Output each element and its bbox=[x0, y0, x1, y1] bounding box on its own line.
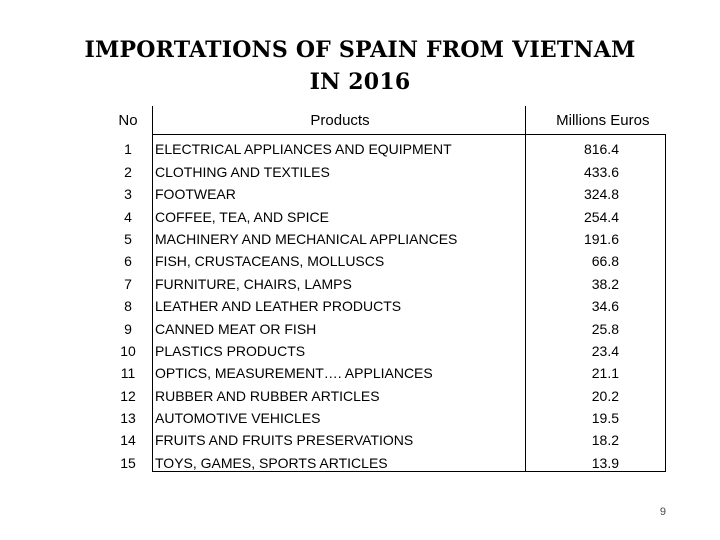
row-number: 8 bbox=[104, 292, 153, 314]
row-number: 1 bbox=[104, 135, 153, 158]
table-row bbox=[104, 292, 666, 314]
table-row bbox=[104, 157, 666, 179]
table-row bbox=[104, 314, 666, 336]
row-number: 15 bbox=[104, 448, 153, 471]
table-row bbox=[104, 381, 666, 403]
imports-table bbox=[104, 106, 666, 472]
value-millions-euros: 18.2 bbox=[526, 426, 666, 448]
product-name: CLOTHING AND TEXTILES bbox=[153, 157, 526, 179]
value-millions-euros: 433.6 bbox=[526, 157, 666, 179]
row-number: 6 bbox=[104, 247, 153, 269]
product-name: OPTICS, MEASUREMENT…. APPLIANCES bbox=[153, 359, 526, 381]
page-title bbox=[40, 34, 680, 98]
row-number: 13 bbox=[104, 404, 153, 426]
product-name: MACHINERY AND MECHANICAL APPLIANCES bbox=[153, 225, 526, 247]
product-name: FISH, CRUSTACEANS, MOLLUSCS bbox=[153, 247, 526, 269]
row-number: 12 bbox=[104, 381, 153, 403]
value-millions-euros: 23.4 bbox=[526, 337, 666, 359]
product-name: AUTOMOTIVE VEHICLES bbox=[153, 404, 526, 426]
value-millions-euros: 254.4 bbox=[526, 202, 666, 224]
table-row bbox=[104, 426, 666, 448]
table-row bbox=[104, 359, 666, 381]
row-number: 14 bbox=[104, 426, 153, 448]
product-name: COFFEE, TEA, AND SPICE bbox=[153, 202, 526, 224]
value-millions-euros: 25.8 bbox=[526, 314, 666, 336]
title-line-1: IMPORTATIONS OF SPAIN FROM VIETNAM bbox=[84, 37, 636, 63]
table-row bbox=[104, 448, 666, 471]
product-name: ELECTRICAL APPLIANCES AND EQUIPMENT bbox=[153, 135, 526, 158]
table-row bbox=[104, 180, 666, 202]
value-millions-euros: 66.8 bbox=[526, 247, 666, 269]
page-number: 9 bbox=[659, 506, 666, 518]
header-value: Millions Euros bbox=[556, 111, 650, 129]
title-line-2: IN 2016 bbox=[309, 69, 411, 95]
row-number: 11 bbox=[104, 359, 153, 381]
value-millions-euros: 13.9 bbox=[526, 448, 666, 471]
value-millions-euros: 816.4 bbox=[526, 135, 666, 158]
value-millions-euros: 21.1 bbox=[526, 359, 666, 381]
row-number: 7 bbox=[104, 269, 153, 291]
table-row bbox=[104, 404, 666, 426]
product-name: TOYS, GAMES, SPORTS ARTICLES bbox=[153, 448, 526, 471]
product-name: FRUITS AND FRUITS PRESERVATIONS bbox=[153, 426, 526, 448]
product-name: FOOTWEAR bbox=[153, 180, 526, 202]
value-millions-euros: 20.2 bbox=[526, 381, 666, 403]
row-number: 5 bbox=[104, 225, 153, 247]
row-number: 9 bbox=[104, 314, 153, 336]
table-row bbox=[104, 337, 666, 359]
product-name: LEATHER AND LEATHER PRODUCTS bbox=[153, 292, 526, 314]
row-number: 2 bbox=[104, 157, 153, 179]
header-no: No bbox=[104, 106, 153, 135]
value-millions-euros: 324.8 bbox=[526, 180, 666, 202]
table-row bbox=[104, 247, 666, 269]
table-header-row bbox=[104, 106, 666, 135]
table-row bbox=[104, 135, 666, 158]
product-name: FURNITURE, CHAIRS, LAMPS bbox=[153, 269, 526, 291]
table-row bbox=[104, 202, 666, 224]
value-millions-euros: 38.2 bbox=[526, 269, 666, 291]
table-row bbox=[104, 225, 666, 247]
value-millions-euros: 34.6 bbox=[526, 292, 666, 314]
value-millions-euros: 191.6 bbox=[526, 225, 666, 247]
product-name: RUBBER AND RUBBER ARTICLES bbox=[153, 381, 526, 403]
header-products: Products bbox=[153, 106, 526, 135]
value-millions-euros: 19.5 bbox=[526, 404, 666, 426]
row-number: 10 bbox=[104, 337, 153, 359]
row-number: 3 bbox=[104, 180, 153, 202]
product-name: CANNED MEAT OR FISH bbox=[153, 314, 526, 336]
row-number: 4 bbox=[104, 202, 153, 224]
table-row bbox=[104, 269, 666, 291]
product-name: PLASTICS PRODUCTS bbox=[153, 337, 526, 359]
